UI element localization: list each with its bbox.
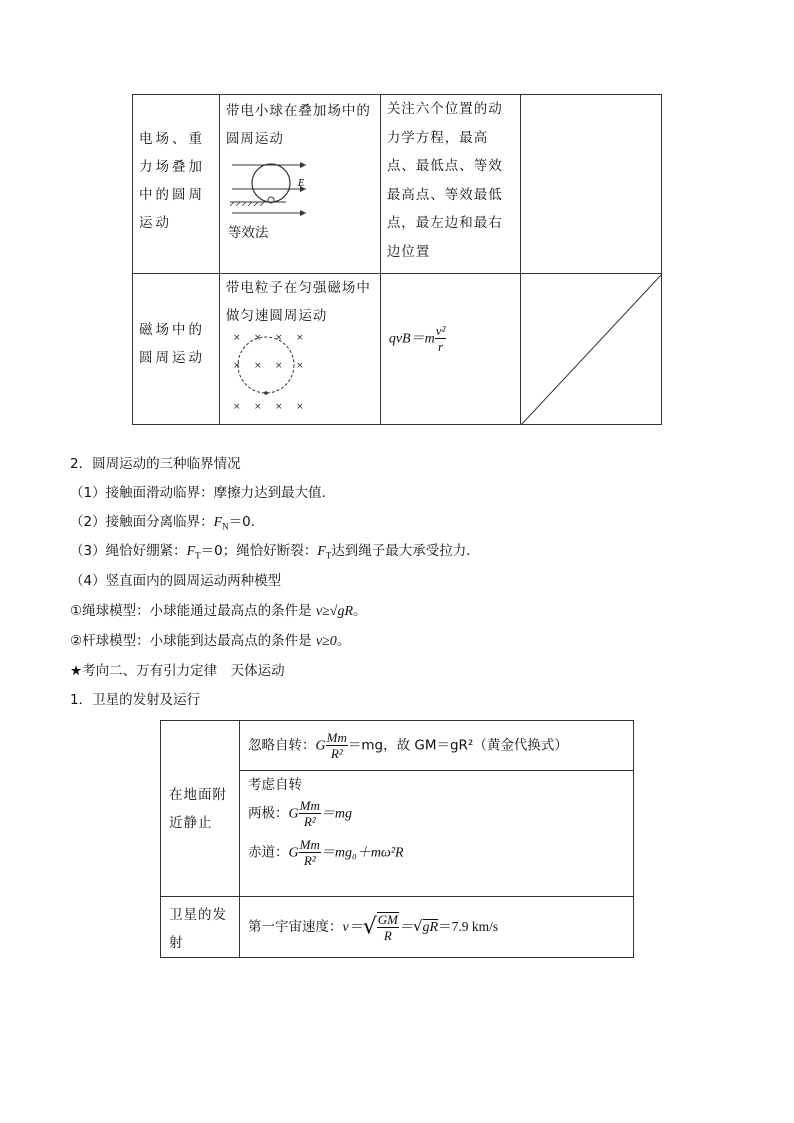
pole-formula: 两极：G $\frac{Mm}{\text{R²}}$ ＝mg (248, 798, 352, 829)
table-cell-empty (520, 95, 661, 274)
field-arrow (300, 162, 306, 168)
rod-model: ②杆球模型：小球能到达最高点的条件是 v≥0。 (70, 633, 351, 649)
critical-item-2: （2）接触面分离临界：$F_N=0$. (70, 514, 256, 532)
critical-item-3: （3）绳恰好绷紧：$F_T=0$；绳恰好断裂：$F_T$达到绳子最大承受拉力． (70, 543, 480, 561)
notes-text: 关注六个位置的动力学方程，最高点、最低点、等效最高点、等效最低点，最左边和最右边位置 (386, 101, 503, 260)
circular-track (252, 164, 290, 202)
row1-label: 在地面附近静止 (169, 786, 227, 831)
section-b-heading: ★考向二、万有引力定律 天体运动 (70, 663, 285, 679)
svg-text:×: × (274, 333, 283, 343)
method-text: 等效法 (227, 225, 269, 241)
svg-text:×: × (295, 333, 304, 343)
consider-rotation-label: 考虑自转 (248, 777, 302, 793)
svg-text:×: × (232, 361, 241, 371)
field-arrow (300, 210, 306, 216)
desc-text-2: 带电粒子在匀强磁场中做匀速圆周运动 (225, 280, 371, 324)
section-b-sub1: 1．卫星的发射及运行 (70, 692, 201, 708)
svg-text:×: × (253, 333, 262, 343)
cell-row2-label (161, 897, 240, 958)
svg-text:×: × (274, 402, 283, 412)
sqrt-sign-2: √ (412, 917, 423, 935)
table-cell-topic (133, 95, 220, 274)
table-satellite (160, 720, 634, 958)
rope-model: ①绳球模型：小球能通过最高点的条件是 v≥√gR。 (70, 603, 367, 619)
diagonal-slash (521, 274, 662, 425)
first-cosmic-velocity: 第一宇宙速度：v＝√ $\frac{GM}{R}$ ＝√gR＝7.9 km/s (248, 912, 499, 943)
svg-text:×: × (295, 402, 304, 412)
critical-item-4: （4）竖直面内的圆周运动两种模型 (70, 573, 282, 589)
svg-text:×: × (253, 361, 262, 371)
topic-text: 电场、重力场叠加中的圆周运动 (139, 131, 205, 231)
svg-text:×: × (232, 333, 241, 343)
table-cell-topic-2 (133, 274, 220, 425)
desc-text: 带电小球在叠加场中的圆周运动 (225, 103, 371, 147)
label-E: E (297, 178, 304, 189)
critical-item-1: （1）接触面滑动临界：摩擦力达到最大值． (70, 485, 336, 501)
cell-row1-label (161, 721, 240, 897)
particle (264, 391, 268, 395)
topic-text-2: 磁场中的圆周运动 (139, 322, 205, 366)
table-motion-types (132, 94, 662, 425)
equator-formula: 赤道：G $\frac{Mm}{\text{R²}}$ ＝mg₀＋mω²R (248, 837, 404, 868)
ground-hatch (230, 202, 264, 206)
cell-consider-rotation (240, 771, 634, 897)
lorentz-formula: qvB＝m $\frac{\text{v²}}{r}$ (388, 323, 446, 354)
dashed-orbit (238, 337, 294, 393)
svg-text:×: × (274, 361, 283, 371)
cell-first-cosmic (240, 897, 634, 958)
row2-label: 卫星的发射 (169, 907, 227, 951)
table-cell-crossed (520, 274, 661, 425)
electric-field-circle-diagram (226, 153, 376, 223)
table-cell-notes (380, 95, 520, 274)
ignore-rotation-text: 忽略自转：G $\frac{Mm}{\text{R²}}$ ＝mg，故 GM＝gR²（黄金代换式） (248, 730, 568, 761)
magnetic-field-diagram (228, 330, 378, 416)
table-cell-formula (380, 274, 520, 425)
cell-ignore-rotation (240, 721, 634, 771)
sqrt-sign: √ (362, 914, 377, 940)
section-heading: 2．圆周运动的三种临界情况 (70, 456, 241, 472)
table-cell-desc (219, 95, 380, 274)
svg-text:×: × (295, 361, 304, 371)
table-cell-desc-2 (219, 274, 380, 425)
svg-text:×: × (253, 402, 262, 412)
svg-text:×: × (232, 402, 241, 412)
